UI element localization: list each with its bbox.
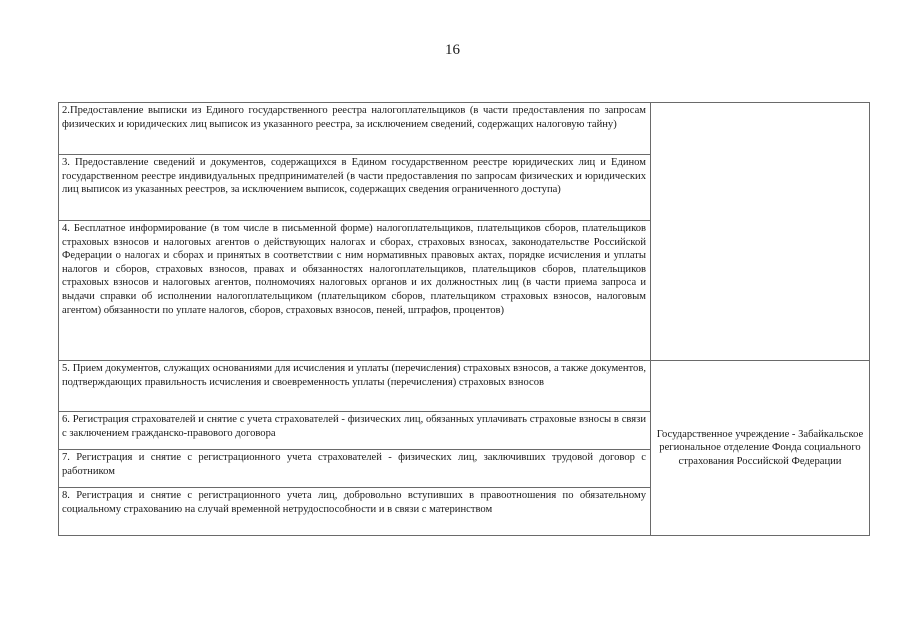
empty-right-cell xyxy=(651,103,870,361)
service-cell xyxy=(59,103,651,155)
institution-name: Государственное учреждение - Забайкальское региональное отделение Фонда социального страхования Российской Федерации xyxy=(656,428,864,467)
service-text: 7. Регистрация и снятие с регистрационного учета страхователей - физических лиц, заключивших трудовой договор с работником xyxy=(62,452,646,477)
service-cell xyxy=(59,450,651,488)
service-text: 5. Прием документов, служащих основаниями для исчисления и уплаты (перечисления) страховых взносов, а также документов, подтверждающих правильность исчисления и своевременность уплаты (перечисления) страховых взносов xyxy=(62,363,646,388)
service-text: 8. Регистрация и снятие с регистрационного учета лиц, добровольно вступивших в правоотношения по обязательному социальному страхованию на случай временной нетрудоспособности и в связи с материнством xyxy=(62,490,646,515)
institution-cell xyxy=(651,361,870,536)
table-row xyxy=(59,361,870,412)
page-number: 16 xyxy=(445,42,460,58)
service-text: 2.Предоставление выписки из Единого государственного реестра налогоплательщиков (в части предоставления по запросам физических и юридических лиц выписок из указанного реестра, за исключением сведений, содержащих налоговую тайну) xyxy=(62,105,646,130)
service-cell xyxy=(59,488,651,536)
services-table xyxy=(58,102,870,536)
service-cell xyxy=(59,412,651,450)
service-cell xyxy=(59,361,651,412)
service-cell xyxy=(59,221,651,361)
service-text: 4. Бесплатное информирование (в том числе в письменной форме) налогоплательщиков, плательщиков сборов, плательщиков страховых взносов и налоговых агентов о действующих налогах и сборах, страховых взносах, законодательстве Российской Федерации о налогах и сборах и принятых в соответствии с ним нормативных правовых актах, порядке исчисления и уплаты налогов и сборов, страховых взносов, правах и обязанностях налогоплательщиков, плательщиков сборов, плательщиков страховых взносов и налоговых агентов, полномочиях налоговых органов и их должностных лиц (в части приема запроса и выдачи справки об исполнении налогоплательщиком (плательщиком сборов, плательщиком страховых взносов, налоговым агентом) обязанности по уплате налогов, сборов, страховых взносов, пеней, штрафов, процентов) xyxy=(62,223,646,316)
service-text: 3. Предоставление сведений и документов, содержащихся в Едином государственном реестре юридических лиц и Едином государственном реестре индивидуальных предпринимателей (в части предоставления по запросам физических и юридических лиц выписок из указанных реестров, за исключением выписок, содержащих сведения ограниченного доступа) xyxy=(62,157,646,196)
service-text: 6. Регистрация страхователей и снятие с учета страхователей - физических лиц, обязанных уплачивать страховые взносы в связи с заключением гражданско-правового договора xyxy=(62,414,646,439)
service-cell xyxy=(59,155,651,221)
table-row xyxy=(59,103,870,155)
